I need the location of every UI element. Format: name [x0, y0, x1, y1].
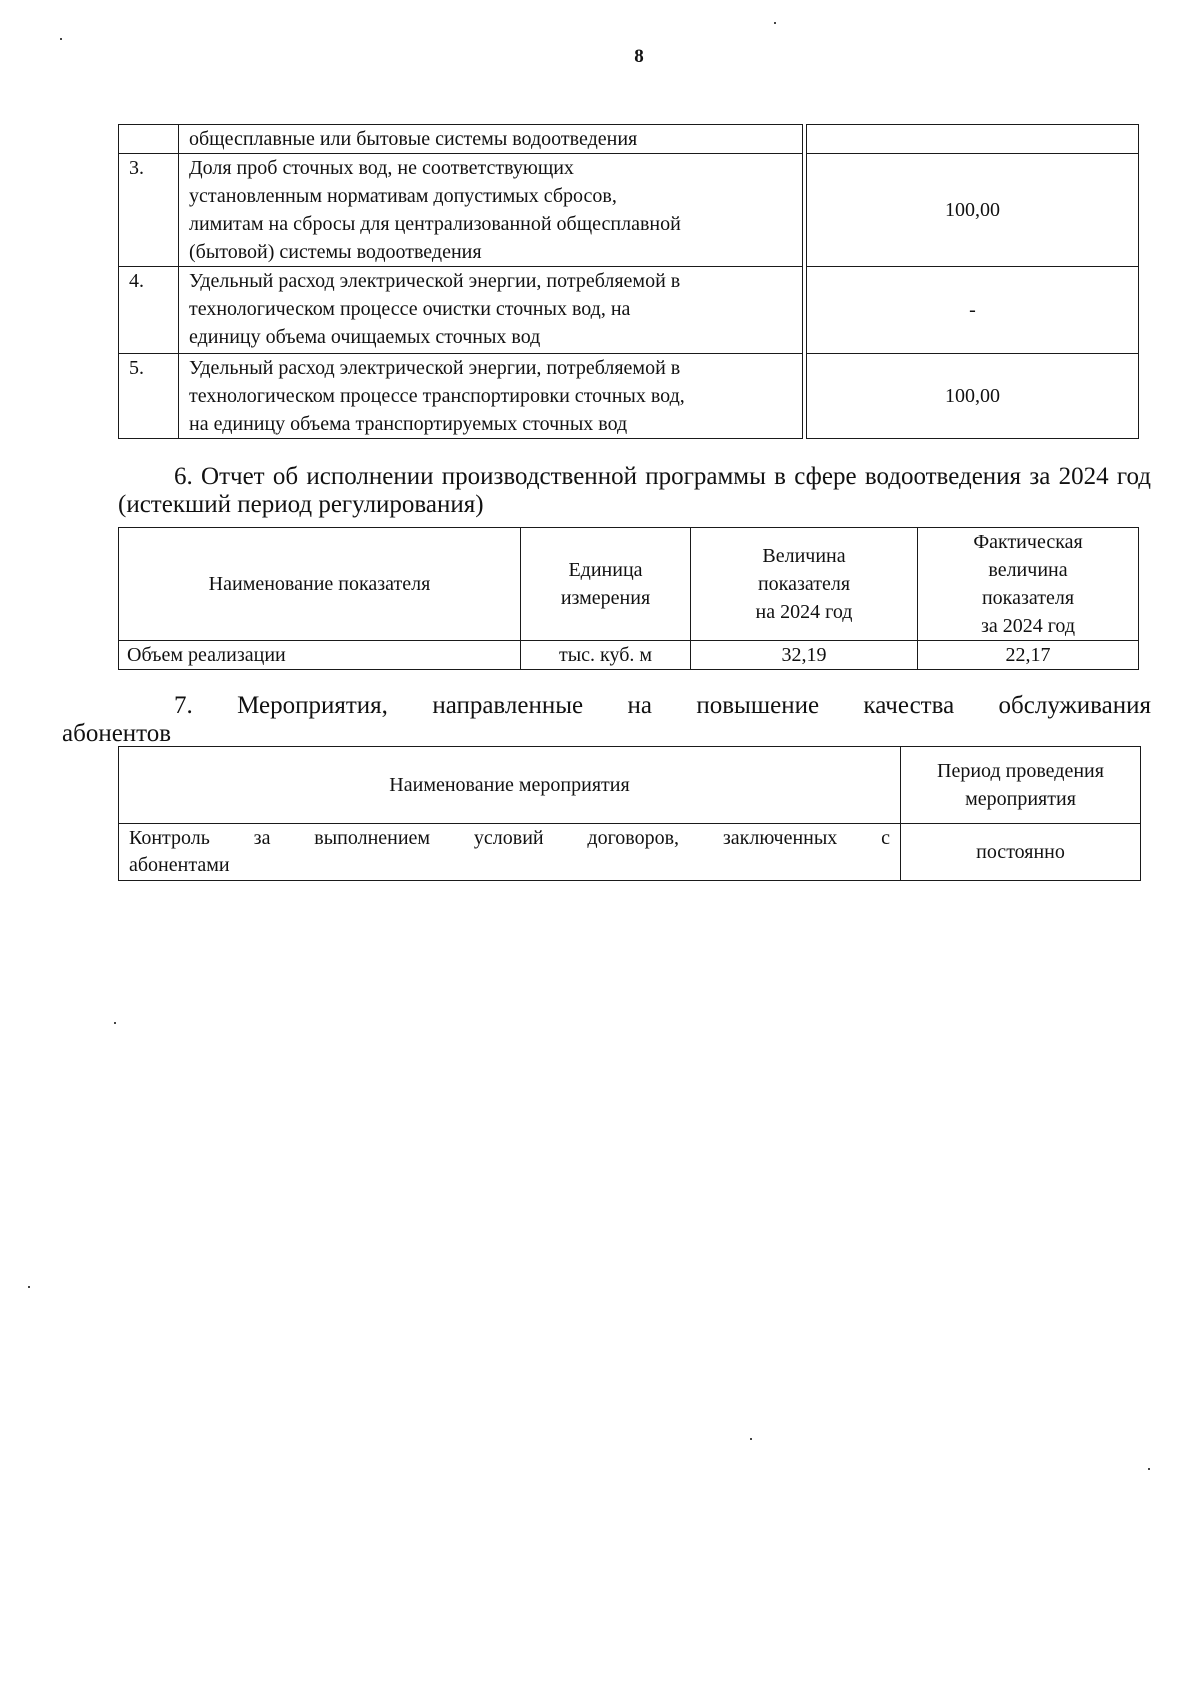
row-number: 3.	[119, 154, 179, 267]
row-number: 5.	[119, 354, 179, 439]
table-header-row	[119, 528, 1139, 641]
section-7-heading-line2: абонентов	[62, 720, 172, 747]
indicator-name-line: Удельный расход электрической энергии, потребляемой в	[189, 270, 681, 292]
table-row	[119, 154, 1139, 267]
table-row	[119, 267, 1139, 354]
column-header-unit: Единица измерения	[521, 528, 691, 641]
row-number	[119, 125, 179, 154]
indicator-name-line: Удельный расход электрической энергии, потребляемой в	[189, 357, 681, 379]
indicator-name-line: установленным нормативам допустимых сбросов,	[189, 185, 617, 207]
indicator-name-line: технологическом процессе очистки сточных вод, на	[189, 298, 631, 320]
indicator-name-line: единицу объема очищаемых сточных вод	[189, 326, 541, 348]
indicator-value	[807, 125, 1139, 154]
indicator-name-line: технологическом процессе транспортировки сточных вод,	[189, 385, 685, 407]
indicator-name	[179, 154, 803, 267]
indicator-name	[179, 125, 803, 154]
indicator-name	[179, 267, 803, 354]
scan-speck	[1148, 1468, 1150, 1470]
column-header-event: Наименование мероприятия	[119, 747, 901, 824]
indicator-value: 100,00	[807, 154, 1139, 267]
table-row	[119, 354, 1139, 439]
indicator-name-line: лимитам на сбросы для централизованной общесплавной	[189, 213, 681, 235]
section-6-heading: 6. Отчет об исполнении производственной программы в сфере водоотведения за 2024 год (истекший период регулирования)	[118, 463, 1151, 518]
event-name: Контроль за выполнением условий договоров, заключенных с абонентами	[119, 824, 901, 881]
table-row	[119, 824, 1141, 881]
row-plan-value: 32,19	[691, 641, 918, 670]
table-header-row	[119, 747, 1141, 824]
indicator-value: -	[807, 267, 1139, 354]
table-row	[119, 125, 1139, 154]
column-header-fact: Фактическая величина показателя за 2024 год	[918, 528, 1139, 641]
indicator-name-line: на единицу объема транспортируемых сточных вод	[189, 413, 628, 435]
row-fact-value: 22,17	[918, 641, 1139, 670]
scan-speck	[28, 1286, 30, 1288]
section-7-heading-line1: 7. Мероприятия, направленные на повышение качества обслуживания	[174, 692, 1151, 719]
section-7-heading	[62, 692, 1151, 748]
scan-speck	[774, 22, 776, 24]
scan-speck	[750, 1438, 752, 1440]
event-period: постоянно	[901, 824, 1141, 881]
column-header-period: Период проведения мероприятия	[901, 747, 1141, 824]
column-header-name: Наименование показателя	[119, 528, 521, 641]
table-row	[119, 641, 1139, 670]
indicator-name	[179, 354, 803, 439]
indicators-table	[118, 124, 1139, 439]
scan-speck	[60, 38, 62, 40]
row-unit: тыс. куб. м	[521, 641, 691, 670]
indicator-name-line: (бытовой) системы водоотведения	[189, 241, 482, 263]
scan-speck	[114, 1022, 116, 1024]
indicator-name-line: общесплавные или бытовые системы водоотведения	[189, 128, 638, 150]
report-table	[118, 527, 1139, 670]
row-name: Объем реализации	[119, 641, 521, 670]
column-header-plan: Величина показателя на 2024 год	[691, 528, 918, 641]
row-number: 4.	[119, 267, 179, 354]
measures-table	[118, 746, 1141, 881]
indicator-value: 100,00	[807, 354, 1139, 439]
indicator-name-line: Доля проб сточных вод, не соответствующих	[189, 157, 574, 179]
page-number: 8	[634, 46, 644, 67]
